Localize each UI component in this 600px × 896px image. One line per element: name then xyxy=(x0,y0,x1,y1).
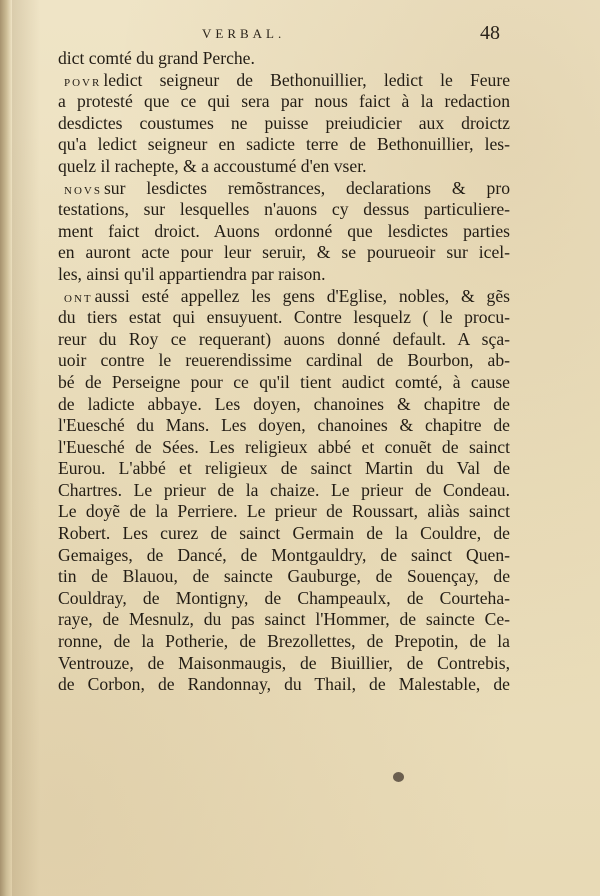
text-line: testations, sur lesquelles n'auons cy dessus particuliere- xyxy=(58,199,510,220)
gutter-shadow xyxy=(12,0,40,896)
text-line: du tiers estat qui ensuyuent. Contre lesquelz ( le procu- xyxy=(58,307,510,328)
page-edge xyxy=(0,0,12,896)
page-number: 48 xyxy=(480,22,500,44)
text-line: les, ainsi qu'il appartiendra par raison. xyxy=(58,263,326,284)
text-line: Le doyẽ de la Perriere. Le prieur de Roussart, aliàs sainct xyxy=(58,501,510,522)
text-line: Couldray, de Montigny, de Champeaulx, de Courteha- xyxy=(58,587,510,608)
text-line: de Corbon, de Randonnay, du Thail, de Malestable, de xyxy=(58,674,510,695)
text-line: desdictes coustumes ne puisse preiudicier aux droictz xyxy=(58,112,510,133)
paragraph-lead: ONT xyxy=(64,292,93,305)
text-line: ment faict droict. Auons ordonné que lesdictes parties xyxy=(58,220,510,241)
text-line-content: sur lesdictes remõstrances, declarations & pro xyxy=(103,177,510,198)
text-line: l'Euesché du Mans. Les doyen, chanoines & chapitre de xyxy=(58,415,510,436)
text-line: dict comté du grand Perche. xyxy=(58,48,255,68)
text-line: Robert. Les curez de sainct Germain de la Couldre, de xyxy=(58,523,510,544)
text-line xyxy=(58,70,510,92)
text-line: Chartres. Le prieur de la chaize. Le prieur de Condeau. xyxy=(58,479,510,500)
text-line-content: aussi esté appellez les gens d'Eglise, nobles, & gẽs xyxy=(94,285,510,306)
text-line: raye, de Mesnulz, du pas sainct l'Hommer, de saincte Ce- xyxy=(58,609,510,630)
text-line: Eurou. L'abbé et religieux de sainct Martin du Val de xyxy=(58,458,510,479)
running-head: VERBAL. xyxy=(202,26,286,41)
text-line xyxy=(58,286,510,308)
text-line: l'Euesché de Sées. Les religieux abbé et conuẽt de sainct xyxy=(58,436,510,457)
ink-spot xyxy=(393,772,404,782)
text-line: de ladicte abbaye. Les doyen, chanoines & chapitre de xyxy=(58,393,510,414)
text-line: quelz il rachepte, & a accoustumé d'en vser. xyxy=(58,155,367,176)
text-line: reur du Roy ce requerant) auons donné default. A sça- xyxy=(58,328,510,349)
text-line-content: ledict seigneur de Bethonuillier, ledict le Feure xyxy=(103,69,510,90)
body-text xyxy=(58,48,510,696)
text-line: tin de Blauou, de saincte Gauburge, de Souençay, de xyxy=(58,566,510,587)
text-line: uoir contre le reuerendissime cardinal de Bourbon, ab- xyxy=(58,350,510,371)
text-line: qu'a ledict seigneur en sadicte terre de Bethonuillier, les- xyxy=(58,134,510,155)
text-line: Gemaiges, de Dancé, de Montgauldry, de sainct Quen- xyxy=(58,544,510,565)
paragraph-lead: POVR xyxy=(64,76,102,89)
text-line xyxy=(58,178,510,200)
text-line: a protesté que ce qui sera par nous faict à la redaction xyxy=(58,91,510,112)
text-line: ronne, de la Potherie, de Brezollettes, de Prepotin, de la xyxy=(58,631,510,652)
text-line: en auront acte pour leur seruir, & se pourueoir sur icel- xyxy=(58,242,510,263)
text-line: Ventrouze, de Maisonmaugis, de Biuillier, de Contrebis, xyxy=(58,652,510,673)
paragraph-lead: NOVS xyxy=(64,184,102,197)
text-line: bé de Perseigne pour ce qu'il tient audict comté, à cause xyxy=(58,371,510,392)
